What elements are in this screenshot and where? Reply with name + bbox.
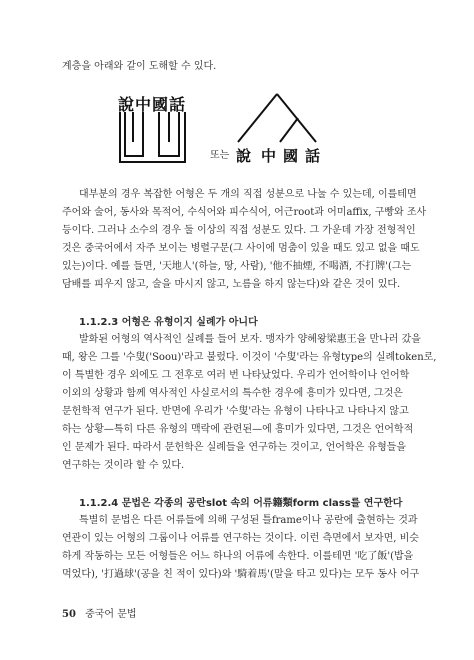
para1-line: 대부분의 경우 복잡한 어형은 두 개의 직접 성분으로 나눌 수 있는데, 이를테면 (79, 189, 417, 200)
para3-line: 하게 작동하는 모든 어형들은 어느 하나의 어류에 속한다. 이를테면 '吃了飯'(밥을 (62, 551, 414, 562)
para1-line: 있는)이다. 예를 들면, '天地人'(하늘, 땅, 사람), '他不抽煙, 不喝酒, 不打牌'(그는 (62, 261, 412, 272)
para2-line: 인 문제가 된다. 따라서 문헌학은 실례들을 연구하는 것이고, 언어학은 유형들을 (62, 442, 407, 453)
figure-left-char-4: 話 (169, 95, 186, 114)
para2-line: 문헌학적 연구가 된다. 반면에 우리가 '수叟'라는 유형이 나타나고 나타나지 않고 (62, 406, 409, 417)
figure-right-char-3: 國 (283, 147, 299, 165)
para2-line: 이 특별한 경우 외에도 그 전후로 여러 번 나타났었다. 우리가 언어학이나 언어학 (62, 370, 410, 381)
section-heading-1-1-2-3: 1.1.2.3 어형은 유형이지 실례가 아니다 (79, 317, 258, 328)
figure-left-brackets (115, 112, 191, 164)
figure-left-char-2: 中 (135, 95, 152, 114)
figure-left-char-1: 說 (118, 95, 135, 114)
figure-right-tree (232, 92, 322, 144)
figure-right-char-1: 說 (236, 147, 252, 165)
para1-line: 주어와 술어, 동사와 목적어, 수식어와 피수식어, 어근root과 어미affix, 구빵와 조사 (62, 207, 427, 218)
figure-right-char-2: 中 (261, 147, 277, 165)
para1-line: 담배를 피우지 않고, 술을 마시지 않고, 노름을 하지 않는다)와 같은 것이 있다. (62, 279, 401, 290)
para1-line: 것은 중국어에서 자주 보이는 병렬구문(그 사이에 멈춤이 있을 때도 있고 없을 때도 (62, 243, 420, 254)
para3-line: 특별히 문법은 다른 어류들에 의해 구성된 틀frame이나 공란에 출현하는 것과 (79, 515, 418, 526)
book-title: 중국어 문법 (85, 609, 137, 620)
intro-line: 계층을 아래와 같이 도해할 수 있다. (62, 61, 217, 72)
page-footer (62, 605, 137, 620)
para2-line: 연구하는 것이라 할 수 있다. (62, 460, 185, 471)
figure-left-char-3: 國 (152, 95, 169, 114)
para2-line: 이외의 상황과 함께 역사적인 사실로서의 특수한 경우에 흥미가 있다면, 그것은 (62, 388, 403, 399)
figure-connector: 또는 (210, 150, 230, 161)
para2-line: 때, 왕은 그를 '수叟('Soou)'라고 불렀다. 이것이 '수叟'라는 유형type의 실례token로, (62, 352, 437, 363)
figure-right-char-4: 話 (305, 147, 321, 165)
para3-line: 먹었다), '打過球'(공을 친 적이 있다)와 '騎着馬'(말을 타고 있다)는 모두 동사 어구 (62, 569, 420, 580)
para1-line: 등이다. 그러나 소수의 경우 둘 이상의 직접 성분도 있다. 그 가운데 가장 전형적인 (62, 225, 416, 236)
para2-line: 하는 상황—특히 다른 유형의 맥락에 관련된—에 흥미가 있다면, 그것은 언어학적 (62, 424, 414, 435)
para3-line: 연관이 있는 어형의 그룹이나 어류를 연구하는 것이다. 이런 측면에서 보자면, 비슷 (62, 533, 419, 544)
page-number: 50 (62, 609, 76, 620)
para2-line: 발화된 어형의 역사적인 실례를 들어 보자. 맹자가 양혜왕梁惠王을 만나러 갔을 (79, 334, 421, 345)
section-heading-1-1-2-4: 1.1.2.4 문법은 각종의 공란slot 속의 어류籍類form class를 연구한다 (79, 498, 403, 509)
